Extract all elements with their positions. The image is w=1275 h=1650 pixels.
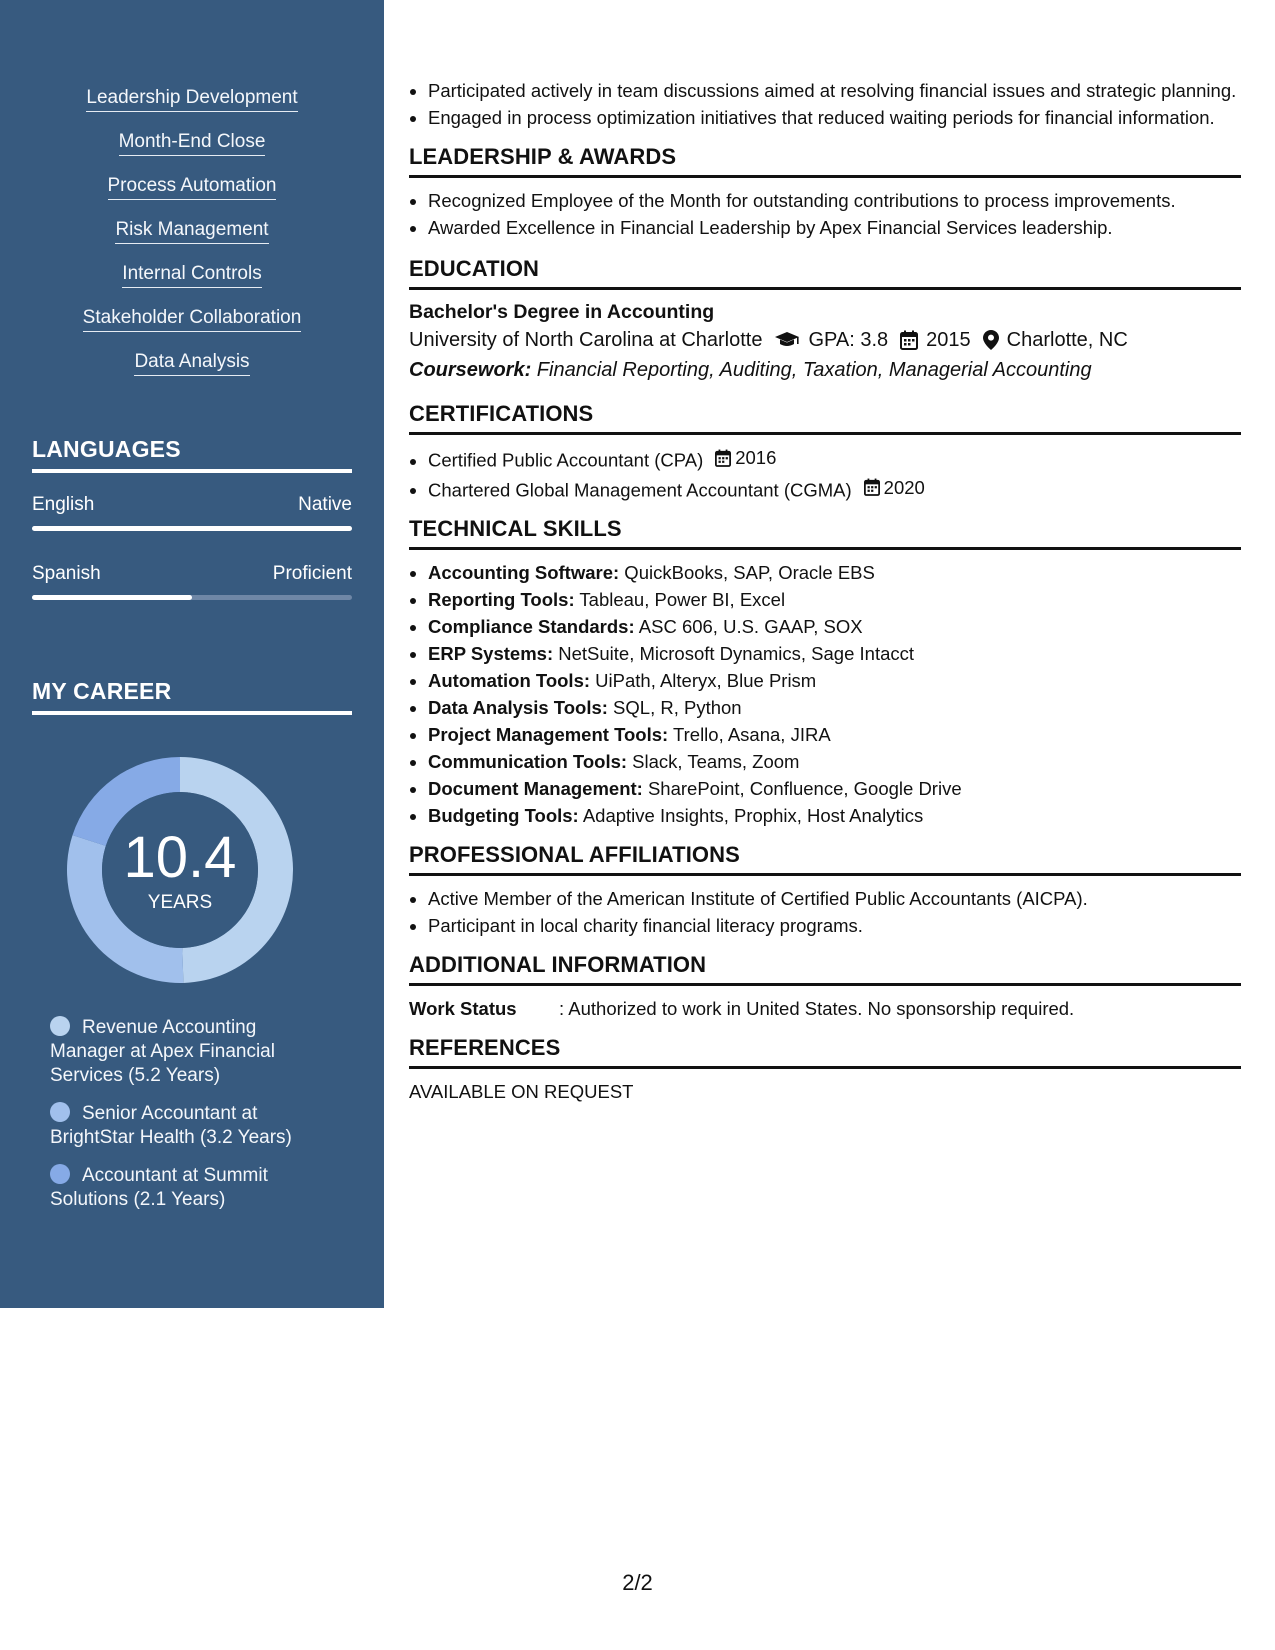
work-status-label: Work Status [409, 998, 517, 1019]
skill-item: Internal Controls [122, 262, 261, 288]
technical-item [428, 560, 1241, 585]
degree-title: Bachelor's Degree in Accounting [409, 301, 715, 323]
technical-item [428, 641, 1241, 666]
career-unit: YEARS [147, 892, 213, 913]
career-item-text: Senior Accountant at BrightStar Health (3.2 Years) [50, 1103, 292, 1148]
technical-value: Slack, Teams, Zoom [627, 751, 800, 772]
technical-item [428, 695, 1241, 720]
language-english [32, 494, 352, 516]
certification-year: 2016 [735, 447, 777, 468]
references-text: AVAILABLE ON REQUEST [409, 1081, 634, 1102]
language-level: Proficient [272, 563, 352, 584]
section-heading-affiliations: PROFESSIONAL AFFILIATIONS [409, 842, 1241, 876]
affiliations-list [409, 886, 1241, 938]
main-content [409, 78, 1241, 1104]
sidebar [0, 0, 384, 1308]
skill-item: Data Analysis [134, 350, 249, 376]
certification-name: Chartered Global Management Accountant (CGMA) [428, 479, 852, 500]
technical-label: Reporting Tools: [428, 589, 575, 610]
coursework [409, 355, 1241, 385]
calendar-icon [900, 330, 918, 350]
technical-item [428, 614, 1241, 639]
legend-dot-icon [50, 1164, 70, 1184]
technical-item [428, 776, 1241, 801]
language-bar-spanish [32, 595, 352, 600]
coursework-list: Financial Reporting, Auditing, Taxation, Managerial Accounting [531, 359, 1092, 381]
certifications-list [409, 445, 1241, 502]
bullet-item: • Active Member of the American Institute of Certified Public Accountants (AICPA). [428, 886, 1241, 911]
language-bar-fill [32, 526, 352, 531]
technical-label: Data Analysis Tools: [428, 697, 608, 718]
bullet-item: • Recognized Employee of the Month for outstanding contributions to process improvements. [428, 188, 1241, 213]
experience-bullets [409, 78, 1241, 130]
gpa: GPA: 3.8 [808, 329, 889, 351]
language-bar-fill [32, 595, 192, 600]
career-item-text: Accountant at Summit Solutions (2.1 Years) [50, 1165, 268, 1210]
certification-name: Certified Public Accountant (CPA) [428, 449, 704, 471]
technical-item [428, 722, 1241, 747]
technical-label: ERP Systems: [428, 643, 554, 664]
technical-label: Project Management Tools: [428, 724, 669, 745]
technical-value: Adaptive Insights, Prophix, Host Analytics [578, 805, 924, 826]
education-details [409, 325, 1241, 355]
career-total: 10.4 [123, 825, 237, 890]
skill-item: Process Automation [108, 174, 277, 200]
certification-item [428, 445, 1241, 473]
language-spanish [32, 563, 352, 585]
section-heading-technical: TECHNICAL SKILLS [409, 516, 1241, 550]
skills-list [0, 86, 384, 394]
bullet-item: • Awarded Excellence in Financial Leadership by Apex Financial Services leadership. [428, 215, 1241, 240]
technical-value: Trello, Asana, JIRA [668, 724, 831, 745]
career-item-text: Revenue Accounting Manager at Apex Financial Services (5.2 Years) [50, 1017, 275, 1086]
bullet-item: • Participant in local charity financial literacy programs. [428, 913, 1241, 938]
page-number: 2/2 [622, 1570, 653, 1595]
skill-item: Risk Management [115, 218, 268, 244]
section-heading-education: EDUCATION [409, 256, 1241, 290]
section-heading-certifications: CERTIFICATIONS [409, 401, 1241, 435]
technical-value: QuickBooks, SAP, Oracle EBS [619, 562, 875, 583]
graduation-year: 2015 [926, 329, 971, 351]
legend-dot-icon [50, 1016, 70, 1036]
school-location: Charlotte, NC [1006, 329, 1128, 351]
career-item [50, 1016, 310, 1088]
technical-value: SharePoint, Confluence, Google Drive [642, 778, 962, 799]
technical-item [428, 803, 1241, 828]
certification-year: 2020 [883, 476, 925, 498]
technical-value: Tableau, Power BI, Excel [574, 589, 786, 610]
career-item [50, 1102, 310, 1150]
skill-item: Stakeholder Collaboration [83, 306, 302, 332]
language-name: Spanish [32, 563, 101, 584]
technical-label: Accounting Software: [428, 562, 620, 583]
technical-label: Budgeting Tools: [428, 805, 579, 826]
technical-item [428, 587, 1241, 612]
graduation-cap-icon [774, 331, 800, 349]
leadership-list [409, 188, 1241, 240]
location-pin-icon [983, 330, 999, 350]
technical-value: UiPath, Alteryx, Blue Prism [590, 670, 817, 691]
work-status-value: : Authorized to work in United States. No sponsorship required. [559, 998, 1075, 1019]
technical-value: NetSuite, Microsoft Dynamics, Sage Intacct [553, 643, 915, 664]
legend-dot-icon [50, 1102, 70, 1122]
technical-value: SQL, R, Python [607, 697, 742, 718]
calendar-icon [864, 478, 880, 496]
technical-label: Compliance Standards: [428, 616, 635, 637]
bullet-item: • Participated actively in team discussions aimed at resolving financial issues and strategic planning. [428, 78, 1241, 103]
technical-value: ASC 606, U.S. GAAP, SOX [634, 616, 863, 637]
skill-item: Month-End Close [119, 130, 266, 156]
language-level: Native [298, 494, 352, 515]
technical-item [428, 668, 1241, 693]
section-heading-leadership: LEADERSHIP & AWARDS [409, 144, 1241, 178]
calendar-icon [715, 449, 731, 467]
career-item [50, 1164, 310, 1212]
language-name: English [32, 494, 95, 515]
language-bar-english [32, 526, 352, 531]
technical-label: Communication Tools: [428, 751, 628, 772]
coursework-label: Coursework: [409, 359, 532, 381]
technical-item [428, 749, 1241, 774]
technical-skills-list [409, 560, 1241, 828]
work-status [409, 996, 1241, 1021]
technical-label: Document Management: [428, 778, 643, 799]
section-heading-references: REFERENCES [409, 1035, 1241, 1069]
career-heading: MY CAREER [32, 678, 352, 715]
technical-label: Automation Tools: [428, 670, 591, 691]
school-name: University of North Carolina at Charlotte [409, 329, 763, 351]
bullet-item: • Engaged in process optimization initiatives that reduced waiting periods for financial information. [428, 105, 1241, 130]
career-donut-chart [64, 754, 296, 986]
section-heading-additional: ADDITIONAL INFORMATION [409, 952, 1241, 986]
skill-item: Leadership Development [86, 86, 297, 112]
certification-item [428, 475, 1241, 503]
languages-heading: LANGUAGES [32, 436, 352, 473]
